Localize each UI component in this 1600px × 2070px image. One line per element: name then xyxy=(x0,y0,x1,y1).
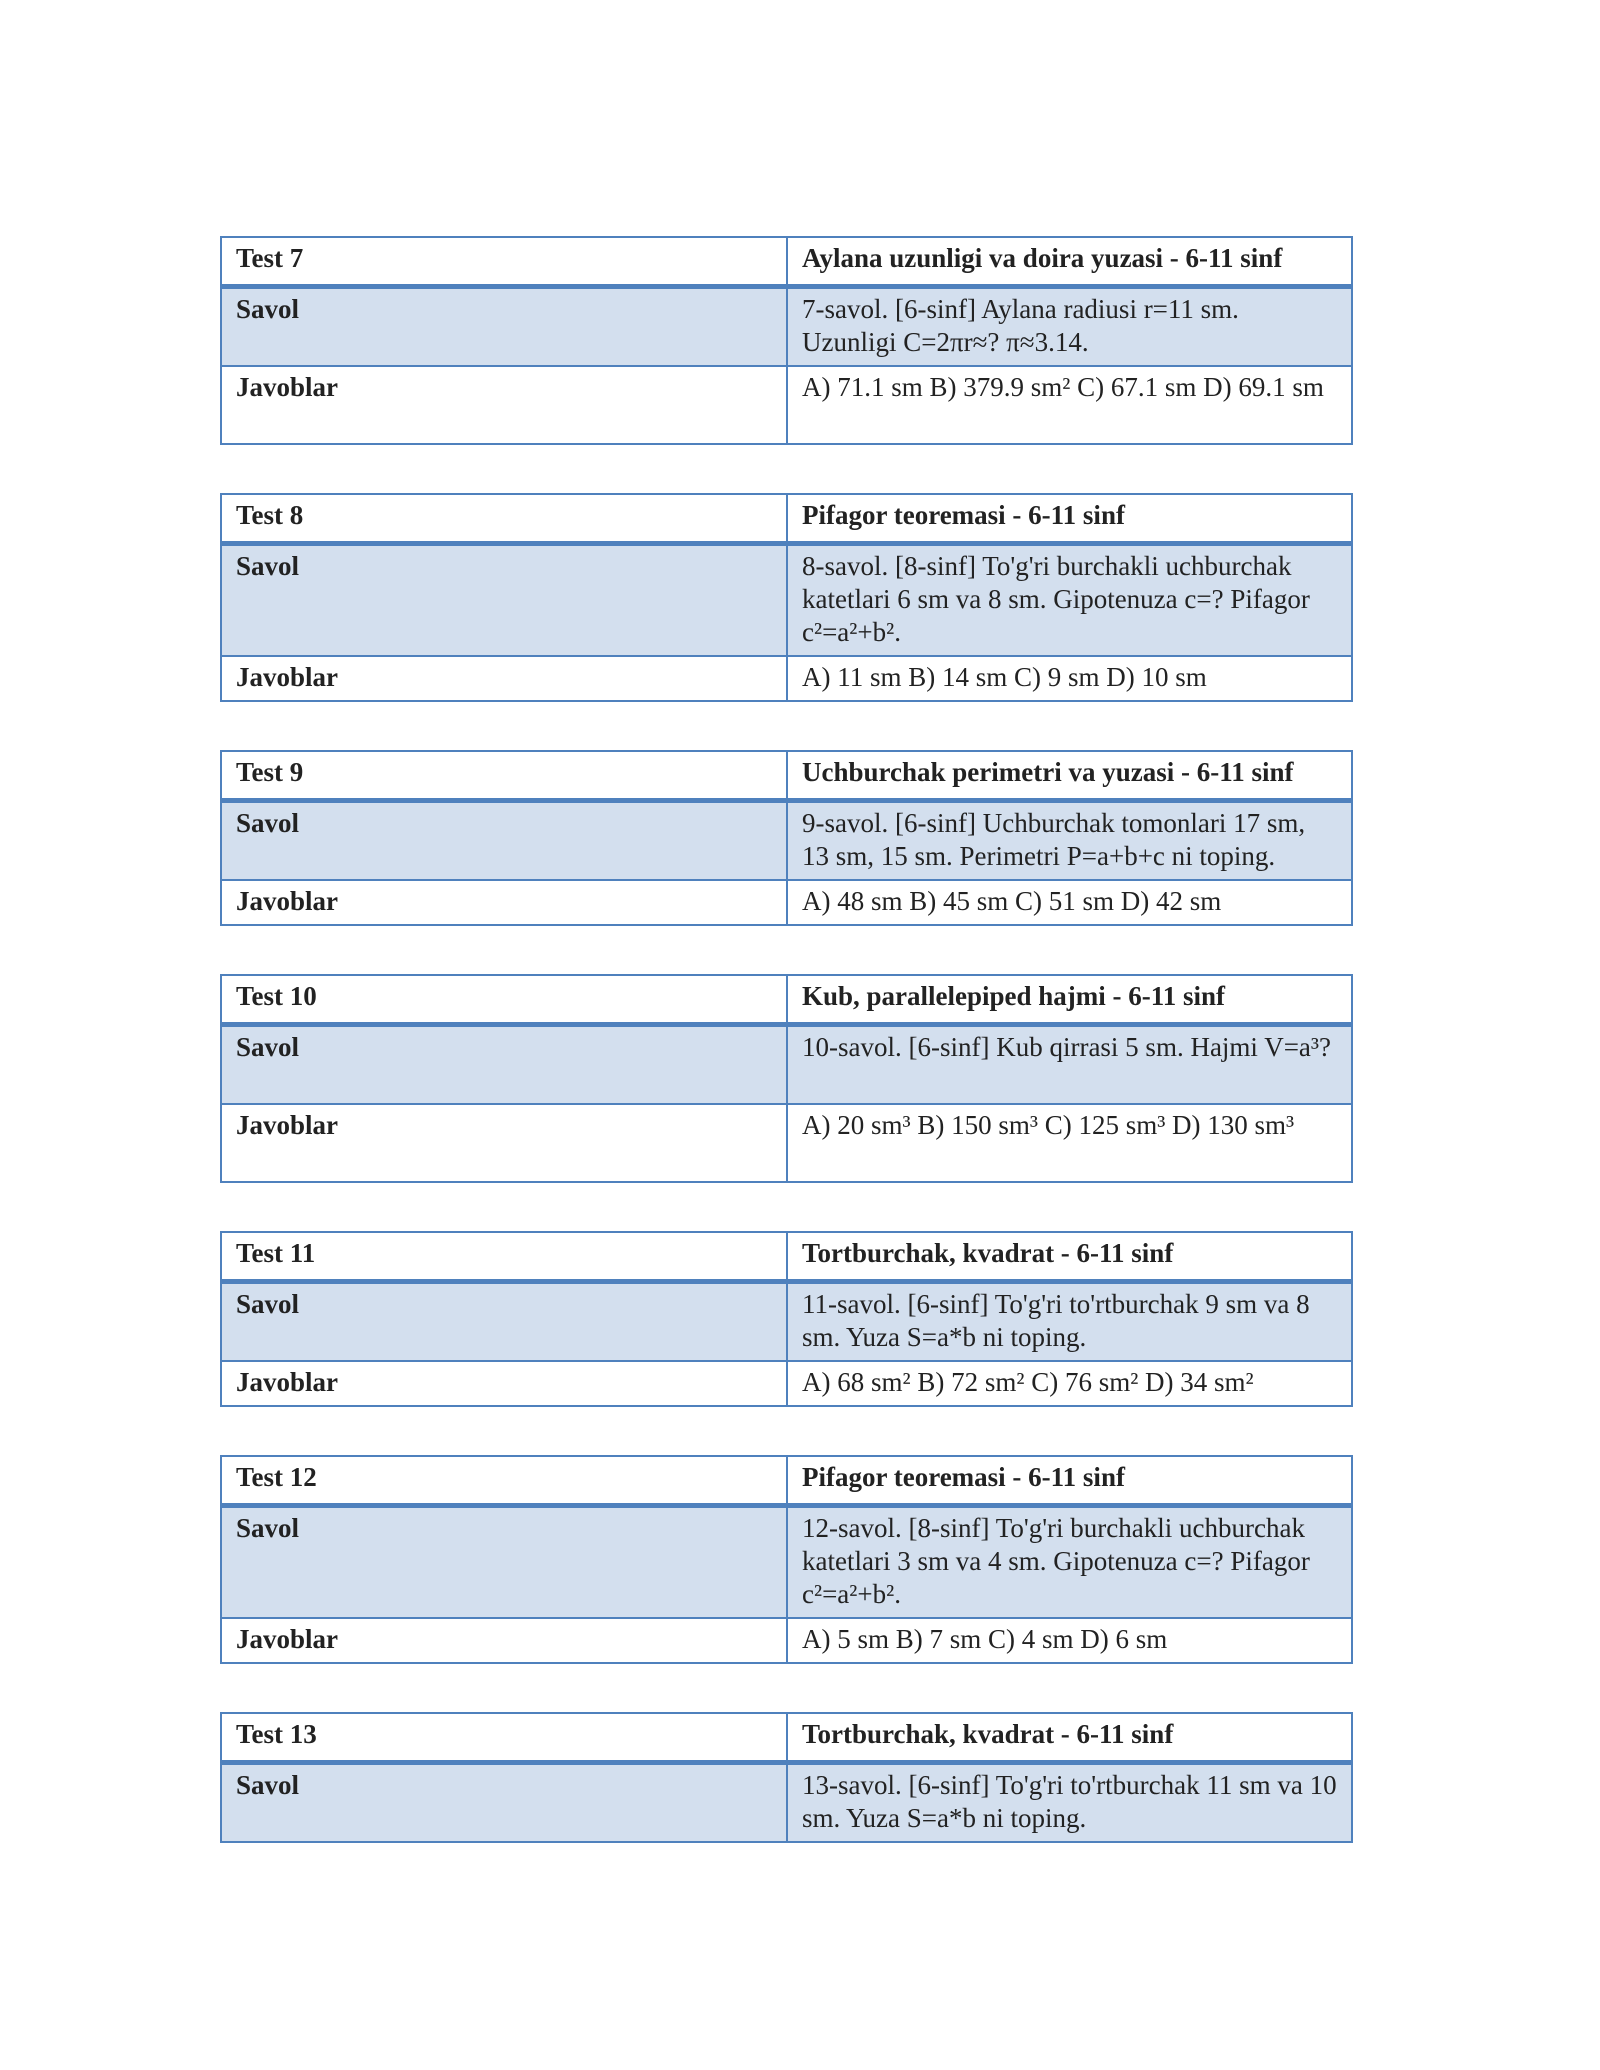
test-table xyxy=(220,1712,1353,1843)
answers-row xyxy=(221,1361,1352,1406)
test-header-row xyxy=(221,494,1352,544)
question-label: Savol xyxy=(221,1763,787,1843)
answers-row xyxy=(221,366,1352,444)
answers-text: A) 71.1 sm B) 379.9 sm² C) 67.1 sm D) 69.1 sm xyxy=(787,366,1352,444)
question-text: 7-savol. [6-sinf] Aylana radiusi r=11 sm. Uzunligi C=2πr≈? π≈3.14. xyxy=(787,287,1352,367)
test-name: Test 7 xyxy=(221,237,787,287)
test-topic: Tortburchak, kvadrat - 6-11 sinf xyxy=(787,1713,1352,1763)
answers-label: Javoblar xyxy=(221,366,787,444)
test-table xyxy=(220,1231,1353,1407)
test-topic: Pifagor teoremasi - 6-11 sinf xyxy=(787,494,1352,544)
question-text: 9-savol. [6-sinf] Uchburchak tomonlari 17 sm, 13 sm, 15 sm. Perimetri P=a+b+c ni toping. xyxy=(787,801,1352,881)
test-table xyxy=(220,493,1353,702)
question-row xyxy=(221,1506,1352,1619)
question-text: 13-savol. [6-sinf] To'g'ri to'rtburchak 11 sm va 10 sm. Yuza S=a*b ni toping. xyxy=(787,1763,1352,1843)
question-label: Savol xyxy=(221,801,787,881)
question-text: 8-savol. [8-sinf] To'g'ri burchakli uchburchak katetlari 6 sm va 8 sm. Gipotenuza c=? Pifagor c²=a²+b². xyxy=(787,544,1352,657)
question-label: Savol xyxy=(221,1506,787,1619)
test-name: Test 11 xyxy=(221,1232,787,1282)
answers-label: Javoblar xyxy=(221,1618,787,1663)
test-name: Test 8 xyxy=(221,494,787,544)
tests-document xyxy=(220,236,1351,1891)
test-table xyxy=(220,974,1353,1183)
test-header-row xyxy=(221,1713,1352,1763)
test-header-row xyxy=(221,975,1352,1025)
question-label: Savol xyxy=(221,544,787,657)
question-text: 11-savol. [6-sinf] To'g'ri to'rtburchak 9 sm va 8 sm. Yuza S=a*b ni toping. xyxy=(787,1282,1352,1362)
question-label: Savol xyxy=(221,1282,787,1362)
test-name: Test 13 xyxy=(221,1713,787,1763)
question-text: 12-savol. [8-sinf] To'g'ri burchakli uchburchak katetlari 3 sm va 4 sm. Gipotenuza c=? Pifagor c²=a²+b². xyxy=(787,1506,1352,1619)
test-header-row xyxy=(221,751,1352,801)
answers-label: Javoblar xyxy=(221,1104,787,1182)
answers-row xyxy=(221,1104,1352,1182)
test-name: Test 12 xyxy=(221,1456,787,1506)
answers-text: A) 20 sm³ B) 150 sm³ C) 125 sm³ D) 130 sm³ xyxy=(787,1104,1352,1182)
answers-row xyxy=(221,656,1352,701)
question-label: Savol xyxy=(221,287,787,367)
test-header-row xyxy=(221,1456,1352,1506)
answers-text: A) 11 sm B) 14 sm C) 9 sm D) 10 sm xyxy=(787,656,1352,701)
question-row xyxy=(221,1025,1352,1105)
answers-text: A) 5 sm B) 7 sm C) 4 sm D) 6 sm xyxy=(787,1618,1352,1663)
answers-label: Javoblar xyxy=(221,880,787,925)
answers-row xyxy=(221,880,1352,925)
test-topic: Pifagor teoremasi - 6-11 sinf xyxy=(787,1456,1352,1506)
test-table xyxy=(220,236,1353,445)
test-table xyxy=(220,750,1353,926)
answers-text: A) 48 sm B) 45 sm C) 51 sm D) 42 sm xyxy=(787,880,1352,925)
answers-row xyxy=(221,1618,1352,1663)
test-topic: Uchburchak perimetri va yuzasi - 6-11 sinf xyxy=(787,751,1352,801)
question-row xyxy=(221,544,1352,657)
test-topic: Aylana uzunligi va doira yuzasi - 6-11 sinf xyxy=(787,237,1352,287)
test-table xyxy=(220,1455,1353,1664)
question-text: 10-savol. [6-sinf] Kub qirrasi 5 sm. Hajmi V=a³? xyxy=(787,1025,1352,1105)
question-row xyxy=(221,1763,1352,1843)
question-row xyxy=(221,287,1352,367)
question-label: Savol xyxy=(221,1025,787,1105)
test-topic: Kub, parallelepiped hajmi - 6-11 sinf xyxy=(787,975,1352,1025)
answers-label: Javoblar xyxy=(221,1361,787,1406)
answers-text: A) 68 sm² B) 72 sm² C) 76 sm² D) 34 sm² xyxy=(787,1361,1352,1406)
test-name: Test 9 xyxy=(221,751,787,801)
answers-label: Javoblar xyxy=(221,656,787,701)
test-name: Test 10 xyxy=(221,975,787,1025)
question-row xyxy=(221,801,1352,881)
question-row xyxy=(221,1282,1352,1362)
test-header-row xyxy=(221,237,1352,287)
test-header-row xyxy=(221,1232,1352,1282)
test-topic: Tortburchak, kvadrat - 6-11 sinf xyxy=(787,1232,1352,1282)
